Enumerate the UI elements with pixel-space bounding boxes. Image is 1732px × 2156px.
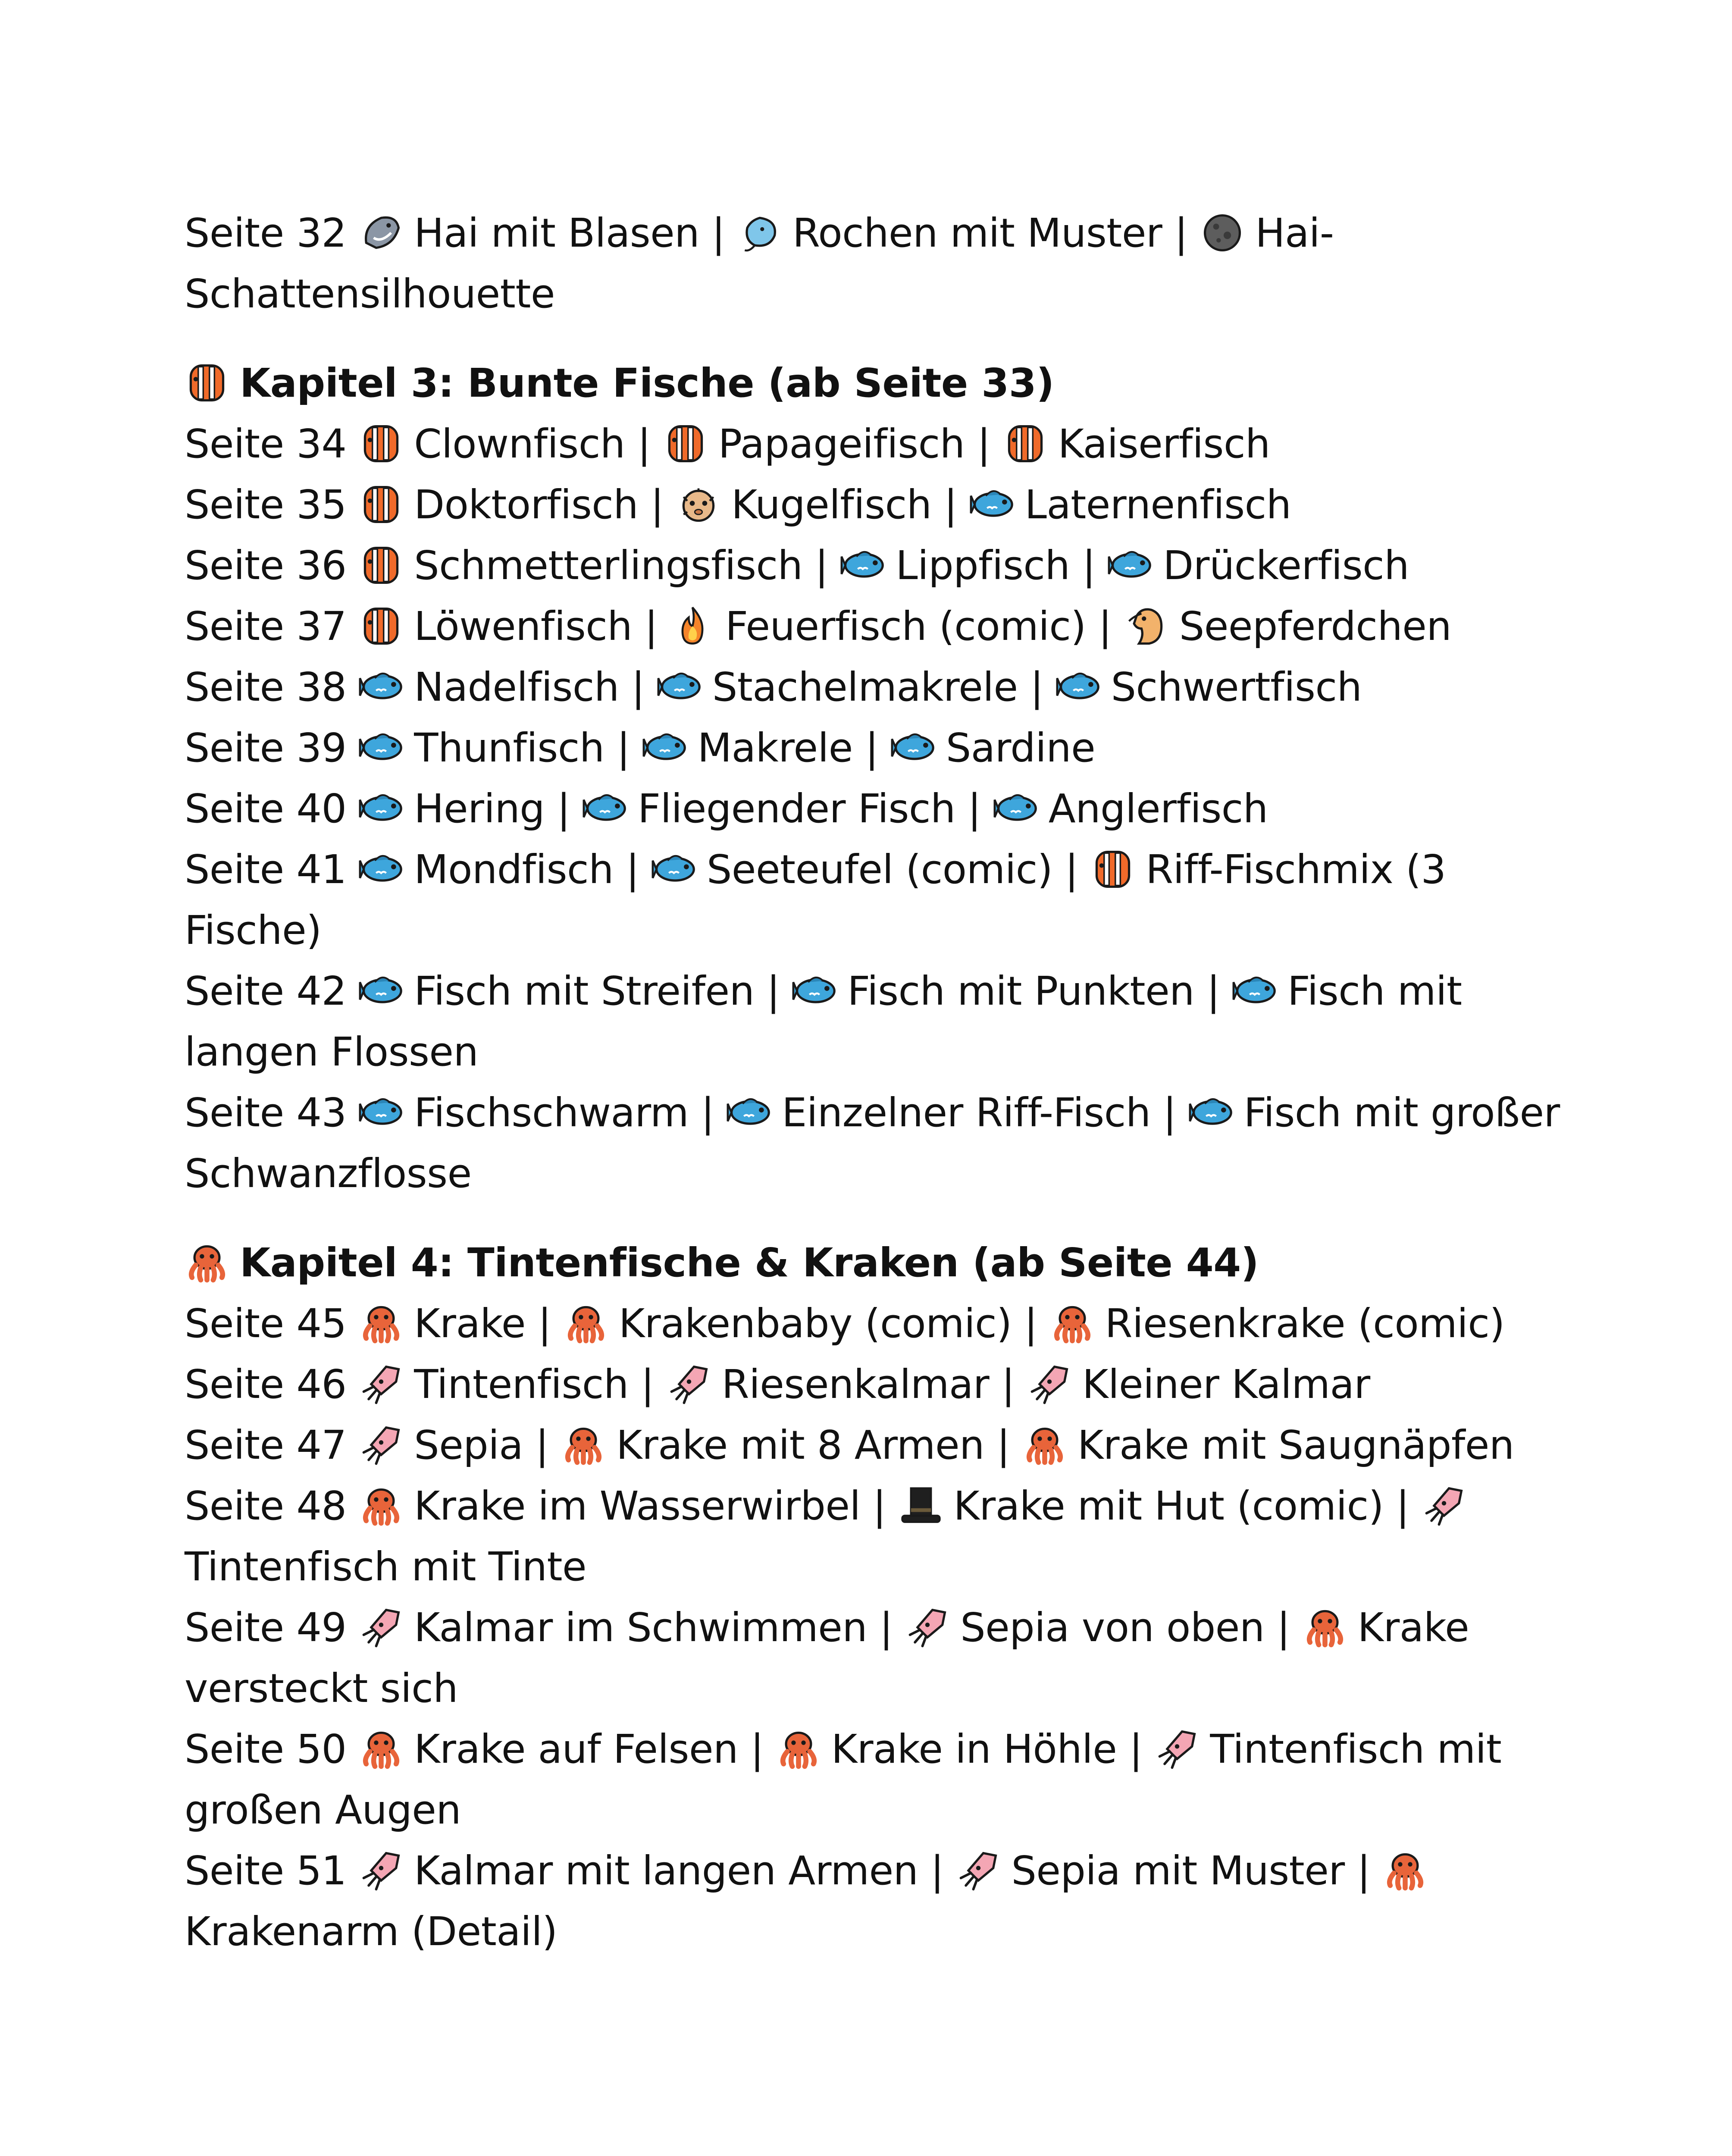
page-number: Seite 39 bbox=[185, 725, 347, 771]
page-entry bbox=[185, 474, 1564, 535]
page-number: Seite 34 bbox=[185, 421, 347, 467]
squid-icon bbox=[667, 1362, 711, 1407]
page-number: Seite 51 bbox=[185, 1848, 347, 1894]
page-number: Seite 38 bbox=[185, 664, 347, 710]
separator: | bbox=[879, 1604, 893, 1651]
separator: | bbox=[930, 1848, 944, 1894]
entry-item: Fisch mit Streifen bbox=[414, 968, 755, 1014]
page-entry bbox=[185, 535, 1564, 596]
fish-icon bbox=[657, 664, 702, 709]
separator: | bbox=[535, 1422, 549, 1468]
separator: | bbox=[626, 846, 639, 893]
octopus-icon bbox=[1303, 1605, 1347, 1650]
ray-icon bbox=[737, 210, 782, 255]
chapter-heading bbox=[185, 1232, 1564, 1293]
entry-item: Anglerfisch bbox=[1048, 786, 1268, 832]
entry-continuation: Krakenarm (Detail) bbox=[185, 1908, 557, 1955]
separator: | bbox=[1065, 846, 1078, 893]
clownfish-icon bbox=[1003, 421, 1048, 466]
entry-item: Einzelner Riff-Fisch bbox=[782, 1090, 1151, 1136]
clownfish-icon bbox=[185, 360, 229, 405]
entry-item: Krake mit Saugnäpfen bbox=[1077, 1422, 1514, 1468]
entry-item: Kleiner Kalmar bbox=[1082, 1361, 1370, 1407]
entry-item: Tintenfisch mit bbox=[1210, 1726, 1502, 1772]
fire-icon bbox=[670, 604, 715, 649]
separator: | bbox=[996, 1422, 1010, 1468]
entry-continuation: Schattensilhouette bbox=[185, 271, 555, 317]
entry-item: Fisch mit Punkten bbox=[847, 968, 1194, 1014]
entry-item: Schwertfisch bbox=[1111, 664, 1362, 710]
entry-item: Laternenfisch bbox=[1024, 482, 1291, 528]
page-entry bbox=[185, 596, 1564, 657]
page-number: Seite 37 bbox=[185, 603, 347, 649]
page-entry bbox=[185, 657, 1564, 718]
octopus-icon bbox=[359, 1483, 404, 1528]
entry-item: Riff-Fischmix (3 bbox=[1146, 846, 1446, 893]
chapter-title: Kapitel 4: Tintenfische & Kraken (ab Seite 44) bbox=[240, 1240, 1259, 1286]
octopus-icon bbox=[1050, 1301, 1095, 1346]
entry-continuation: Fische) bbox=[185, 907, 322, 953]
page-number: Seite 49 bbox=[185, 1604, 347, 1651]
separator: | bbox=[1163, 1090, 1176, 1136]
separator: | bbox=[1129, 1726, 1143, 1772]
entry-item: Krakenbaby (comic) bbox=[618, 1300, 1012, 1347]
clownfish-icon bbox=[1090, 847, 1135, 892]
separator: | bbox=[538, 1300, 551, 1347]
fish-icon bbox=[642, 725, 687, 770]
separator: | bbox=[1396, 1483, 1409, 1529]
page-number: Seite 43 bbox=[185, 1090, 347, 1136]
page-number: Seite 41 bbox=[185, 846, 347, 893]
squid-icon bbox=[359, 1423, 404, 1467]
separator: | bbox=[1030, 664, 1043, 710]
page-number: Seite 36 bbox=[185, 542, 347, 589]
entry-item: Papageifisch bbox=[718, 421, 965, 467]
separator: | bbox=[944, 482, 957, 528]
entry-item: Seepferdchen bbox=[1179, 603, 1452, 649]
separator: | bbox=[767, 968, 780, 1014]
entry-continuation: großen Augen bbox=[185, 1787, 461, 1833]
page-number: Seite 47 bbox=[185, 1422, 347, 1468]
entry-item: Tintenfisch bbox=[414, 1361, 629, 1407]
separator: | bbox=[641, 1361, 655, 1407]
fish-icon bbox=[1056, 664, 1101, 709]
entry-item: Krake auf Felsen bbox=[414, 1726, 738, 1772]
entry-item: Sepia von oben bbox=[960, 1604, 1265, 1651]
fish-icon bbox=[840, 543, 885, 588]
squid-icon bbox=[905, 1605, 950, 1650]
entry-item: Fliegender Fisch bbox=[638, 786, 955, 832]
octopus-icon bbox=[185, 1240, 229, 1285]
top-hat-icon bbox=[899, 1483, 943, 1528]
fish-icon bbox=[583, 786, 627, 831]
page-entry bbox=[185, 1082, 1564, 1204]
separator: | bbox=[557, 786, 570, 832]
entry-item: Doktorfisch bbox=[414, 482, 639, 528]
entry-item: Hai- bbox=[1255, 210, 1334, 256]
entry-item: Sepia bbox=[414, 1422, 523, 1468]
entry-item: Fischschwarm bbox=[414, 1090, 689, 1136]
chapter-heading bbox=[185, 353, 1564, 414]
entry-item: Hering bbox=[414, 786, 545, 832]
page-number: Seite 32 bbox=[185, 210, 347, 256]
octopus-icon bbox=[776, 1727, 821, 1771]
squid-icon bbox=[359, 1848, 404, 1893]
entry-item: Sepia mit Muster bbox=[1011, 1848, 1345, 1894]
separator: | bbox=[1206, 968, 1220, 1014]
entry-item: Krake bbox=[414, 1300, 526, 1347]
chapter-title: Kapitel 3: Bunte Fische (ab Seite 33) bbox=[240, 360, 1054, 406]
separator: | bbox=[750, 1726, 764, 1772]
entry-item: Kalmar im Schwimmen bbox=[414, 1604, 868, 1651]
separator: | bbox=[1001, 1361, 1015, 1407]
page-number: Seite 46 bbox=[185, 1361, 347, 1407]
entry-item: Mondfisch bbox=[414, 846, 614, 893]
separator: | bbox=[977, 421, 990, 467]
page-number: Seite 50 bbox=[185, 1726, 347, 1772]
entry-item: Krake bbox=[1357, 1604, 1469, 1651]
entry-item: Kaiserfisch bbox=[1058, 421, 1270, 467]
fish-icon bbox=[891, 725, 936, 770]
entry-item: Thunfisch bbox=[414, 725, 604, 771]
separator: | bbox=[644, 603, 658, 649]
fish-icon bbox=[1189, 1090, 1234, 1135]
shadow-circle-icon bbox=[1200, 210, 1245, 255]
fish-icon bbox=[993, 786, 1038, 831]
page-number: Seite 45 bbox=[185, 1300, 347, 1347]
separator: | bbox=[1098, 603, 1112, 649]
octopus-icon bbox=[359, 1301, 404, 1346]
page-entry bbox=[185, 778, 1564, 839]
separator: | bbox=[968, 786, 981, 832]
entry-continuation: versteckt sich bbox=[185, 1665, 458, 1711]
entry-item: Krake im Wasserwirbel bbox=[414, 1483, 861, 1529]
entry-item: Krake mit Hut (comic) bbox=[953, 1483, 1384, 1529]
fish-icon bbox=[359, 786, 404, 831]
separator: | bbox=[815, 542, 828, 589]
squid-icon bbox=[1155, 1727, 1200, 1771]
entry-item: Schmetterlingsfisch bbox=[414, 542, 803, 589]
entry-item: Feuerfisch (comic) bbox=[725, 603, 1086, 649]
entry-item: Riesenkalmar bbox=[721, 1361, 990, 1407]
page-entry bbox=[185, 839, 1564, 961]
separator: | bbox=[701, 1090, 714, 1136]
squid-icon bbox=[1027, 1362, 1072, 1407]
page-entry bbox=[185, 1354, 1564, 1415]
entry-item: Fisch mit bbox=[1287, 968, 1462, 1014]
entry-item: Löwenfisch bbox=[414, 603, 633, 649]
seahorse-icon bbox=[1124, 604, 1169, 649]
page-number: Seite 48 bbox=[185, 1483, 347, 1529]
entry-item: Riesenkrake (comic) bbox=[1105, 1300, 1505, 1347]
fish-icon bbox=[727, 1090, 771, 1135]
fish-icon bbox=[359, 725, 404, 770]
fish-icon bbox=[359, 1090, 404, 1135]
page-entry bbox=[185, 203, 1564, 324]
page-number: Seite 40 bbox=[185, 786, 347, 832]
entry-item: Makrele bbox=[697, 725, 853, 771]
entry-item: Clownfisch bbox=[414, 421, 625, 467]
separator: | bbox=[637, 421, 651, 467]
entry-item: Stachelmakrele bbox=[712, 664, 1018, 710]
squid-icon bbox=[956, 1848, 1001, 1893]
page-content bbox=[185, 203, 1564, 1962]
squid-icon bbox=[1422, 1483, 1466, 1528]
separator: | bbox=[865, 725, 879, 771]
entry-continuation: Schwanzflosse bbox=[185, 1150, 472, 1197]
clownfish-icon bbox=[359, 543, 404, 588]
separator: | bbox=[650, 482, 664, 528]
octopus-icon bbox=[359, 1727, 404, 1771]
clownfish-icon bbox=[359, 604, 404, 649]
separator: | bbox=[711, 210, 725, 256]
entry-item: Krake mit 8 Armen bbox=[616, 1422, 984, 1468]
entry-item: Rochen mit Muster bbox=[792, 210, 1162, 256]
separator: | bbox=[1082, 542, 1096, 589]
fish-icon bbox=[651, 847, 696, 892]
page-entry bbox=[185, 961, 1564, 1082]
shark-icon bbox=[359, 210, 404, 255]
entry-item: Sardine bbox=[946, 725, 1096, 771]
page-entry bbox=[185, 1840, 1564, 1962]
entry-item: Fisch mit großer bbox=[1243, 1090, 1560, 1136]
entry-continuation: Tintenfisch mit Tinte bbox=[185, 1544, 587, 1590]
separator: | bbox=[617, 725, 630, 771]
entry-item: Krake in Höhle bbox=[831, 1726, 1117, 1772]
clownfish-icon bbox=[663, 421, 708, 466]
page-entry bbox=[185, 1597, 1564, 1719]
pufferfish-icon bbox=[676, 482, 721, 527]
squid-icon bbox=[359, 1362, 404, 1407]
fish-icon bbox=[792, 968, 837, 1013]
separator: | bbox=[1175, 210, 1188, 256]
octopus-icon bbox=[1022, 1423, 1067, 1467]
page-entry bbox=[185, 718, 1564, 778]
separator: | bbox=[1357, 1848, 1370, 1894]
separator: | bbox=[873, 1483, 886, 1529]
fish-icon bbox=[970, 482, 1015, 527]
page-entry bbox=[185, 414, 1564, 474]
page-number: Seite 42 bbox=[185, 968, 347, 1014]
entry-item: Lippfisch bbox=[896, 542, 1070, 589]
separator: | bbox=[631, 664, 645, 710]
clownfish-icon bbox=[359, 482, 404, 527]
page-entry bbox=[185, 1476, 1564, 1597]
squid-icon bbox=[359, 1605, 404, 1650]
fish-icon bbox=[359, 664, 404, 709]
octopus-icon bbox=[1383, 1848, 1428, 1893]
page-number: Seite 35 bbox=[185, 482, 347, 528]
entry-item: Kalmar mit langen Armen bbox=[414, 1848, 918, 1894]
fish-icon bbox=[1108, 543, 1153, 588]
clownfish-icon bbox=[359, 421, 404, 466]
entry-item: Nadelfisch bbox=[414, 664, 619, 710]
page-entry bbox=[185, 1293, 1564, 1354]
separator: | bbox=[1024, 1300, 1037, 1347]
octopus-icon bbox=[561, 1423, 606, 1467]
entry-item: Hai mit Blasen bbox=[414, 210, 700, 256]
separator: | bbox=[1277, 1604, 1290, 1651]
entry-item: Seeteufel (comic) bbox=[706, 846, 1053, 893]
fish-icon bbox=[359, 968, 404, 1013]
fish-icon bbox=[359, 847, 404, 892]
entry-item: Drückerfisch bbox=[1163, 542, 1409, 589]
entry-item: Kugelfisch bbox=[731, 482, 932, 528]
fish-icon bbox=[1232, 968, 1277, 1013]
page-entry bbox=[185, 1719, 1564, 1840]
entry-continuation: langen Flossen bbox=[185, 1029, 479, 1075]
octopus-icon bbox=[564, 1301, 608, 1346]
page-entry bbox=[185, 1415, 1564, 1476]
